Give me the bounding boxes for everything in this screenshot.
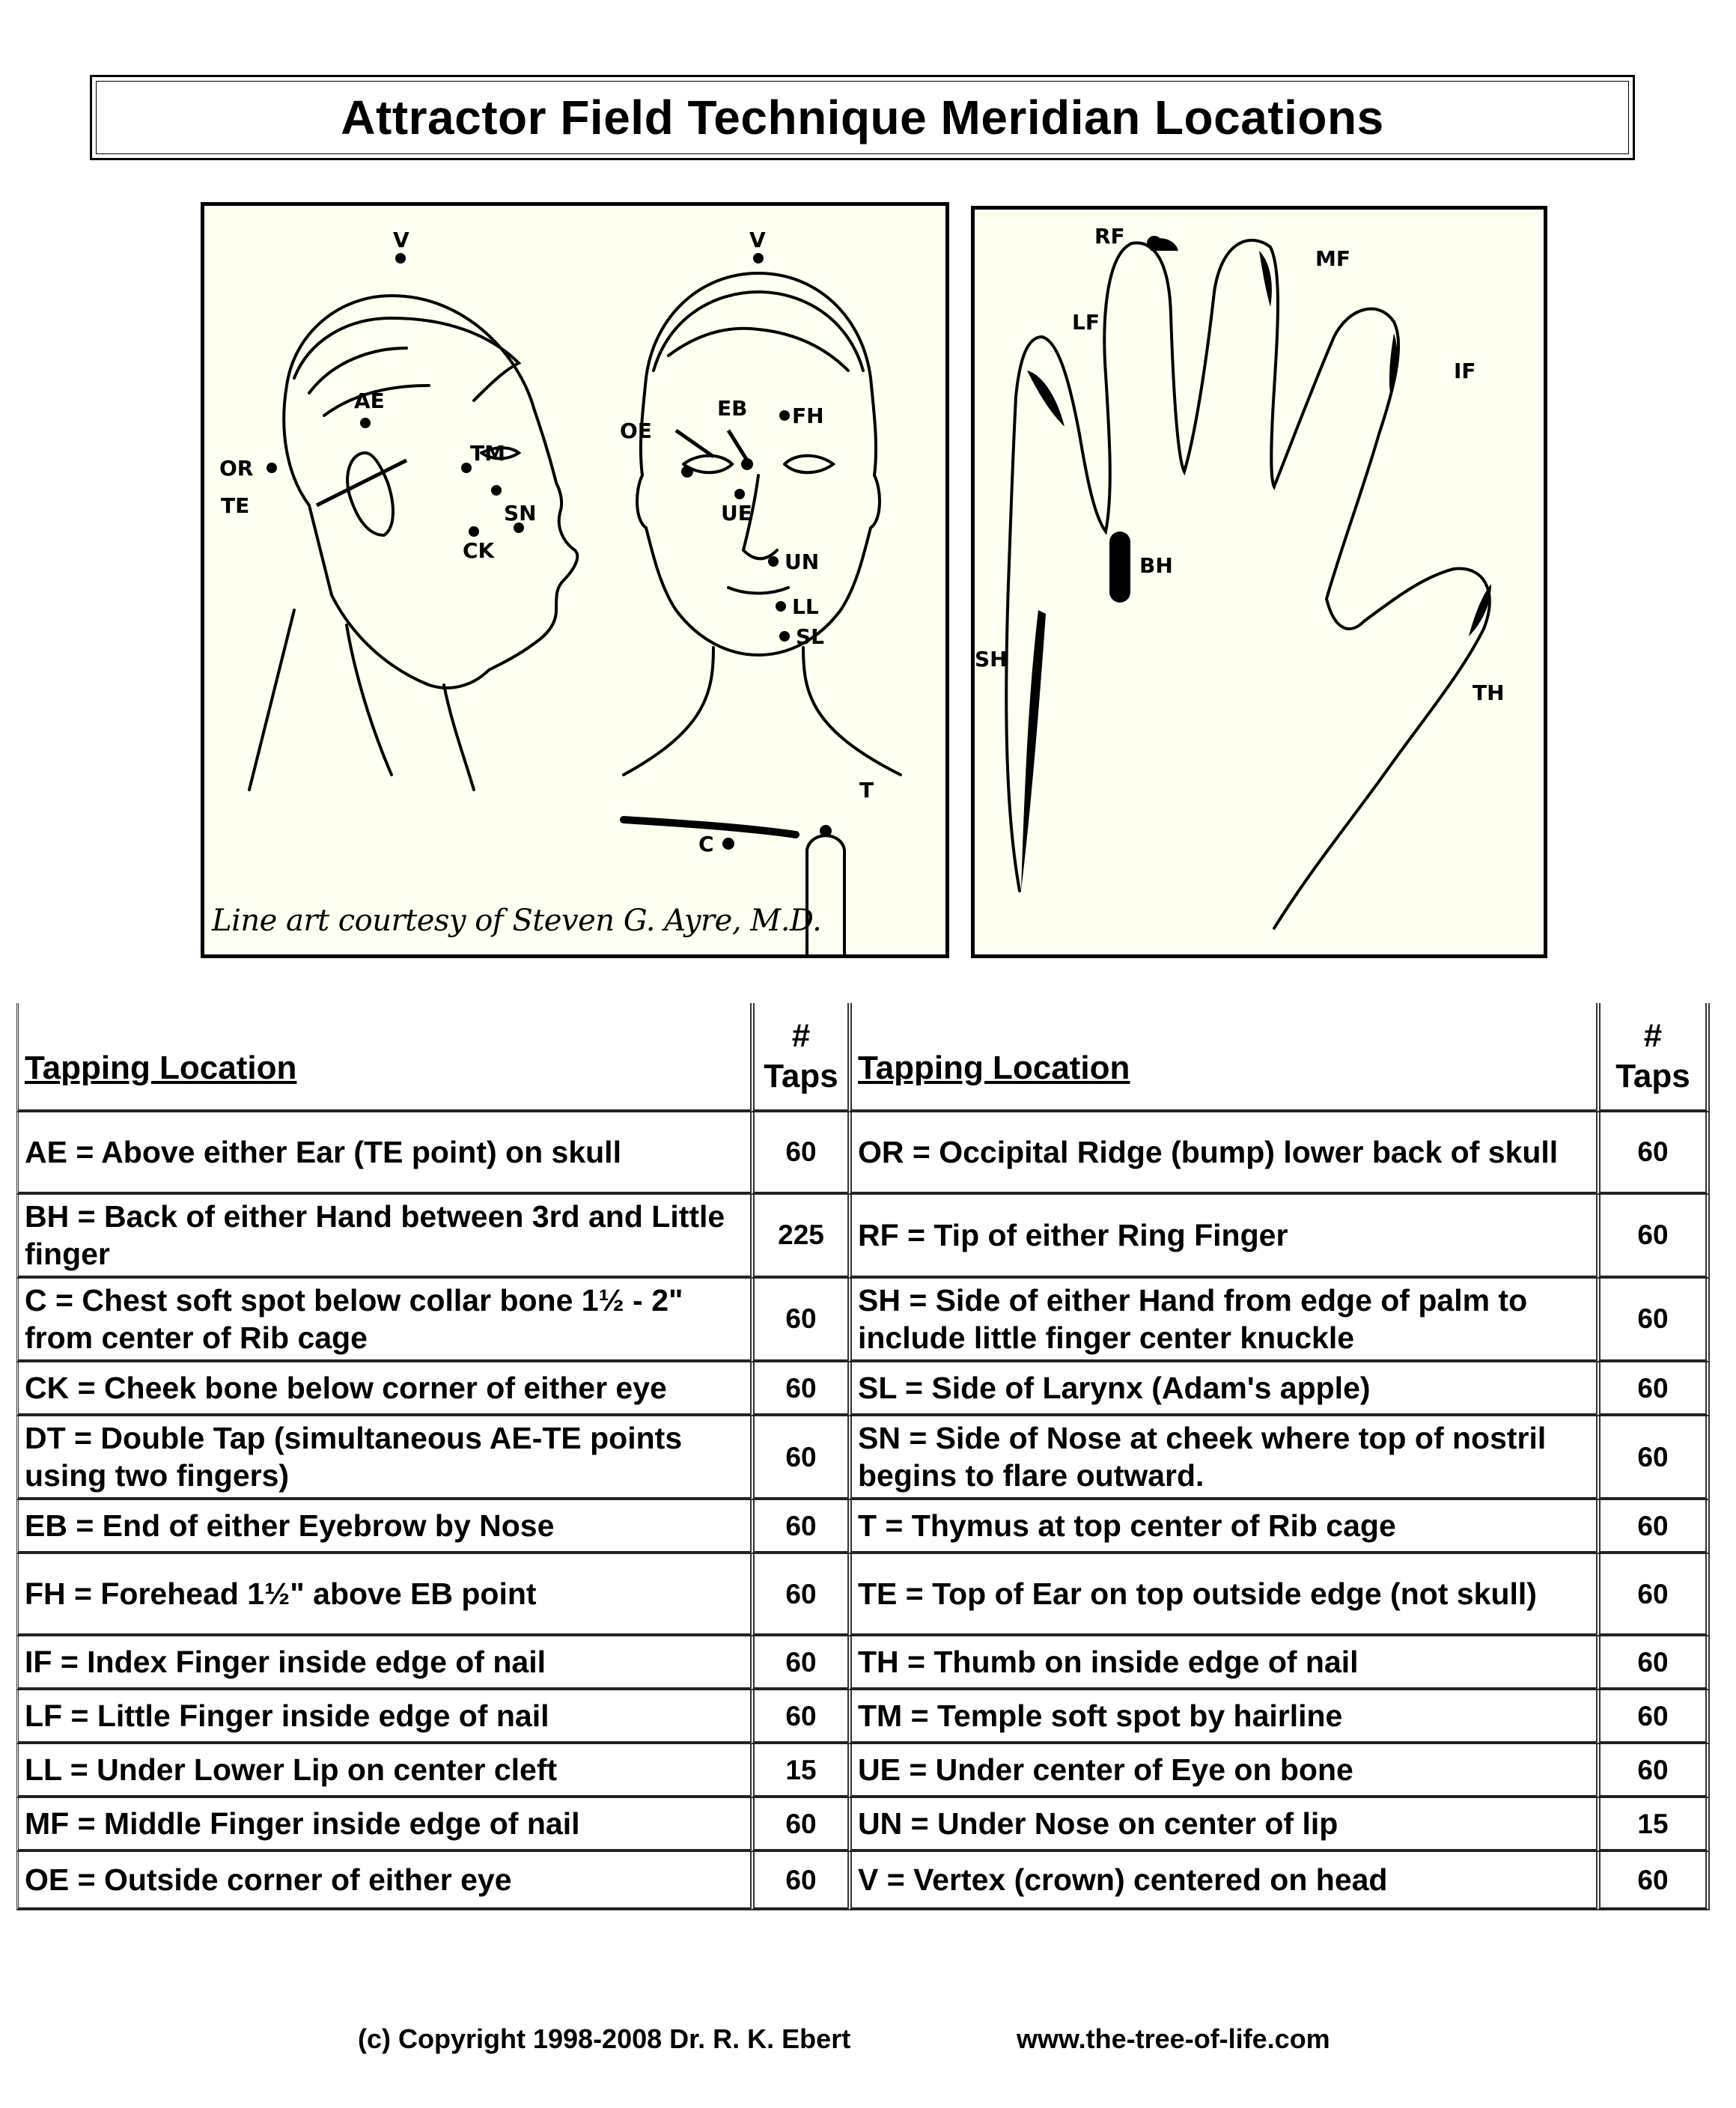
header-taps-hash: # bbox=[1643, 1017, 1663, 1055]
table-row bbox=[16, 1112, 1710, 1195]
taps-right: 60 bbox=[1596, 1744, 1710, 1798]
taps-right: 60 bbox=[1596, 1362, 1710, 1416]
table-row bbox=[16, 1500, 1710, 1554]
taps-right: 60 bbox=[1596, 1279, 1710, 1362]
taps-left: 60 bbox=[750, 1362, 847, 1416]
header-taps-hash: # bbox=[791, 1017, 811, 1055]
head-line-art bbox=[204, 206, 945, 954]
header-taps-right bbox=[1596, 1003, 1710, 1112]
hand-line-art bbox=[975, 210, 1544, 954]
footer-copyright: (c) Copyright 1998-2008 Dr. R. K. Ebert bbox=[358, 2023, 851, 2054]
taps-left: 60 bbox=[750, 1798, 847, 1852]
label-c: C bbox=[698, 832, 714, 856]
table-row bbox=[16, 1362, 1710, 1416]
table-row bbox=[16, 1279, 1710, 1362]
taps-right: 60 bbox=[1596, 1500, 1710, 1554]
header-tapping-location-left: Tapping Location bbox=[16, 1003, 750, 1112]
header-tapping-location-right: Tapping Location bbox=[847, 1003, 1596, 1112]
front-hair bbox=[654, 292, 863, 371]
hand-label-mf: MF bbox=[1315, 246, 1350, 271]
front-neck-shoulders bbox=[624, 648, 901, 775]
profile-ear bbox=[347, 453, 393, 535]
location-left: EB = End of either Eyebrow by Nose bbox=[16, 1500, 750, 1554]
taps-right: 60 bbox=[1596, 1852, 1710, 1910]
taps-left: 60 bbox=[750, 1500, 847, 1554]
location-right: T = Thymus at top center of Rib cage bbox=[847, 1500, 1596, 1554]
title-box bbox=[90, 75, 1635, 160]
location-right: UN = Under Nose on center of lip bbox=[847, 1798, 1596, 1852]
hand-label-if: IF bbox=[1454, 359, 1476, 383]
hand-label-lf: LF bbox=[1072, 310, 1100, 335]
profile-head-outline bbox=[284, 296, 577, 688]
location-right: TE = Top of Ear on top outside edge (not skull) bbox=[847, 1554, 1596, 1636]
mf-nail-mark bbox=[1259, 251, 1272, 307]
label-t: T bbox=[859, 778, 874, 802]
label-or: OR bbox=[219, 456, 254, 481]
header-taps-word: Taps bbox=[1615, 1058, 1690, 1094]
location-right: RF = Tip of either Ring Finger bbox=[847, 1195, 1596, 1279]
table-header-row bbox=[16, 1003, 1710, 1112]
front-mouth bbox=[728, 588, 788, 594]
header-taps-word: Taps bbox=[764, 1058, 838, 1094]
hand-label-th: TH bbox=[1472, 680, 1505, 705]
taps-right: 60 bbox=[1596, 1195, 1710, 1279]
location-right: TM = Temple soft spot by hairline bbox=[847, 1690, 1596, 1744]
label-sl: SL bbox=[796, 624, 825, 649]
taps-right: 60 bbox=[1596, 1554, 1710, 1636]
table-row bbox=[16, 1744, 1710, 1798]
table-row bbox=[16, 1690, 1710, 1744]
hand-outline bbox=[1006, 240, 1490, 928]
page-title: Attractor Field Technique Meridian Locations bbox=[341, 91, 1384, 144]
label-ll: LL bbox=[792, 594, 819, 619]
location-right: V = Vertex (crown) centered on head bbox=[847, 1852, 1596, 1910]
sh-line-mark bbox=[1021, 610, 1046, 891]
taps-right: 60 bbox=[1596, 1416, 1710, 1500]
hand-label-sh: SH bbox=[975, 647, 1008, 671]
hand-meridian-figure bbox=[971, 206, 1547, 958]
table-row bbox=[16, 1554, 1710, 1636]
head-meridian-figure bbox=[201, 202, 949, 958]
location-left: IF = Index Finger inside edge of nail bbox=[16, 1636, 750, 1690]
label-un: UN bbox=[785, 549, 820, 574]
hand-label-rf: RF bbox=[1094, 224, 1125, 249]
meridian-table bbox=[16, 1003, 1710, 1910]
taps-left: 60 bbox=[750, 1554, 847, 1636]
label-eb: EB bbox=[717, 396, 748, 421]
label-sn: SN bbox=[504, 501, 537, 526]
table-row bbox=[16, 1195, 1710, 1279]
taps-left: 60 bbox=[750, 1636, 847, 1690]
label-te: TE bbox=[221, 493, 250, 518]
location-right: SL = Side of Larynx (Adam's apple) bbox=[847, 1362, 1596, 1416]
hand-label-bh: BH bbox=[1139, 553, 1173, 578]
taps-right: 60 bbox=[1596, 1636, 1710, 1690]
taps-left: 60 bbox=[750, 1852, 847, 1910]
label-ae: AE bbox=[354, 389, 385, 413]
lf-nail-mark bbox=[1027, 371, 1065, 427]
front-eyes bbox=[683, 456, 833, 473]
taps-right: 60 bbox=[1596, 1112, 1710, 1195]
label-ue: UE bbox=[721, 501, 752, 526]
label-ck: CK bbox=[463, 538, 495, 563]
location-right: TH = Thumb on inside edge of nail bbox=[847, 1636, 1596, 1690]
line-art-caption: Line art courtesy of Steven G. Ayre, M.D. bbox=[212, 904, 822, 938]
location-left: C = Chest soft spot below collar bone 1½ - 2" from center of Rib cage bbox=[16, 1279, 750, 1362]
location-left: LL = Under Lower Lip on center cleft bbox=[16, 1744, 750, 1798]
table-row bbox=[16, 1636, 1710, 1690]
label-v-profile: V bbox=[393, 228, 409, 252]
location-left: BH = Back of either Hand between 3rd and Little finger bbox=[16, 1195, 750, 1279]
taps-left: 60 bbox=[750, 1416, 847, 1500]
label-oe: OE bbox=[620, 418, 652, 443]
taps-left: 225 bbox=[750, 1195, 847, 1279]
location-right: OR = Occipital Ridge (bump) lower back of skull bbox=[847, 1112, 1596, 1195]
taps-left: 60 bbox=[750, 1690, 847, 1744]
label-tm: TM bbox=[470, 441, 505, 466]
taps-right: 60 bbox=[1596, 1690, 1710, 1744]
header-taps-left bbox=[750, 1003, 847, 1112]
location-left: FH = Forehead 1½" above EB point bbox=[16, 1554, 750, 1636]
label-v-front: V bbox=[749, 228, 766, 252]
bh-point-mark bbox=[1109, 531, 1130, 603]
location-left: CK = Cheek bone below corner of either eye bbox=[16, 1362, 750, 1416]
label-fh: FH bbox=[792, 403, 824, 428]
location-right: UE = Under center of Eye on bone bbox=[847, 1744, 1596, 1798]
location-right: SN = Side of Nose at cheek where top of nostril begins to flare outward. bbox=[847, 1416, 1596, 1500]
location-left: MF = Middle Finger inside edge of nail bbox=[16, 1798, 750, 1852]
taps-left: 60 bbox=[750, 1112, 847, 1195]
taps-right: 15 bbox=[1596, 1798, 1710, 1852]
taps-left: 15 bbox=[750, 1744, 847, 1798]
location-left: OE = Outside corner of either eye bbox=[16, 1852, 750, 1910]
table-row bbox=[16, 1798, 1710, 1852]
taps-left: 60 bbox=[750, 1279, 847, 1362]
location-left: DT = Double Tap (simultaneous AE-TE points using two fingers) bbox=[16, 1416, 750, 1500]
location-left: LF = Little Finger inside edge of nail bbox=[16, 1690, 750, 1744]
table-row bbox=[16, 1416, 1710, 1500]
table-row bbox=[16, 1852, 1710, 1910]
location-right: SH = Side of either Hand from edge of palm to include little finger center knuckle bbox=[847, 1279, 1596, 1362]
location-left: AE = Above either Ear (TE point) on skull bbox=[16, 1112, 750, 1195]
footer-url: www.the-tree-of-life.com bbox=[1017, 2023, 1330, 2054]
